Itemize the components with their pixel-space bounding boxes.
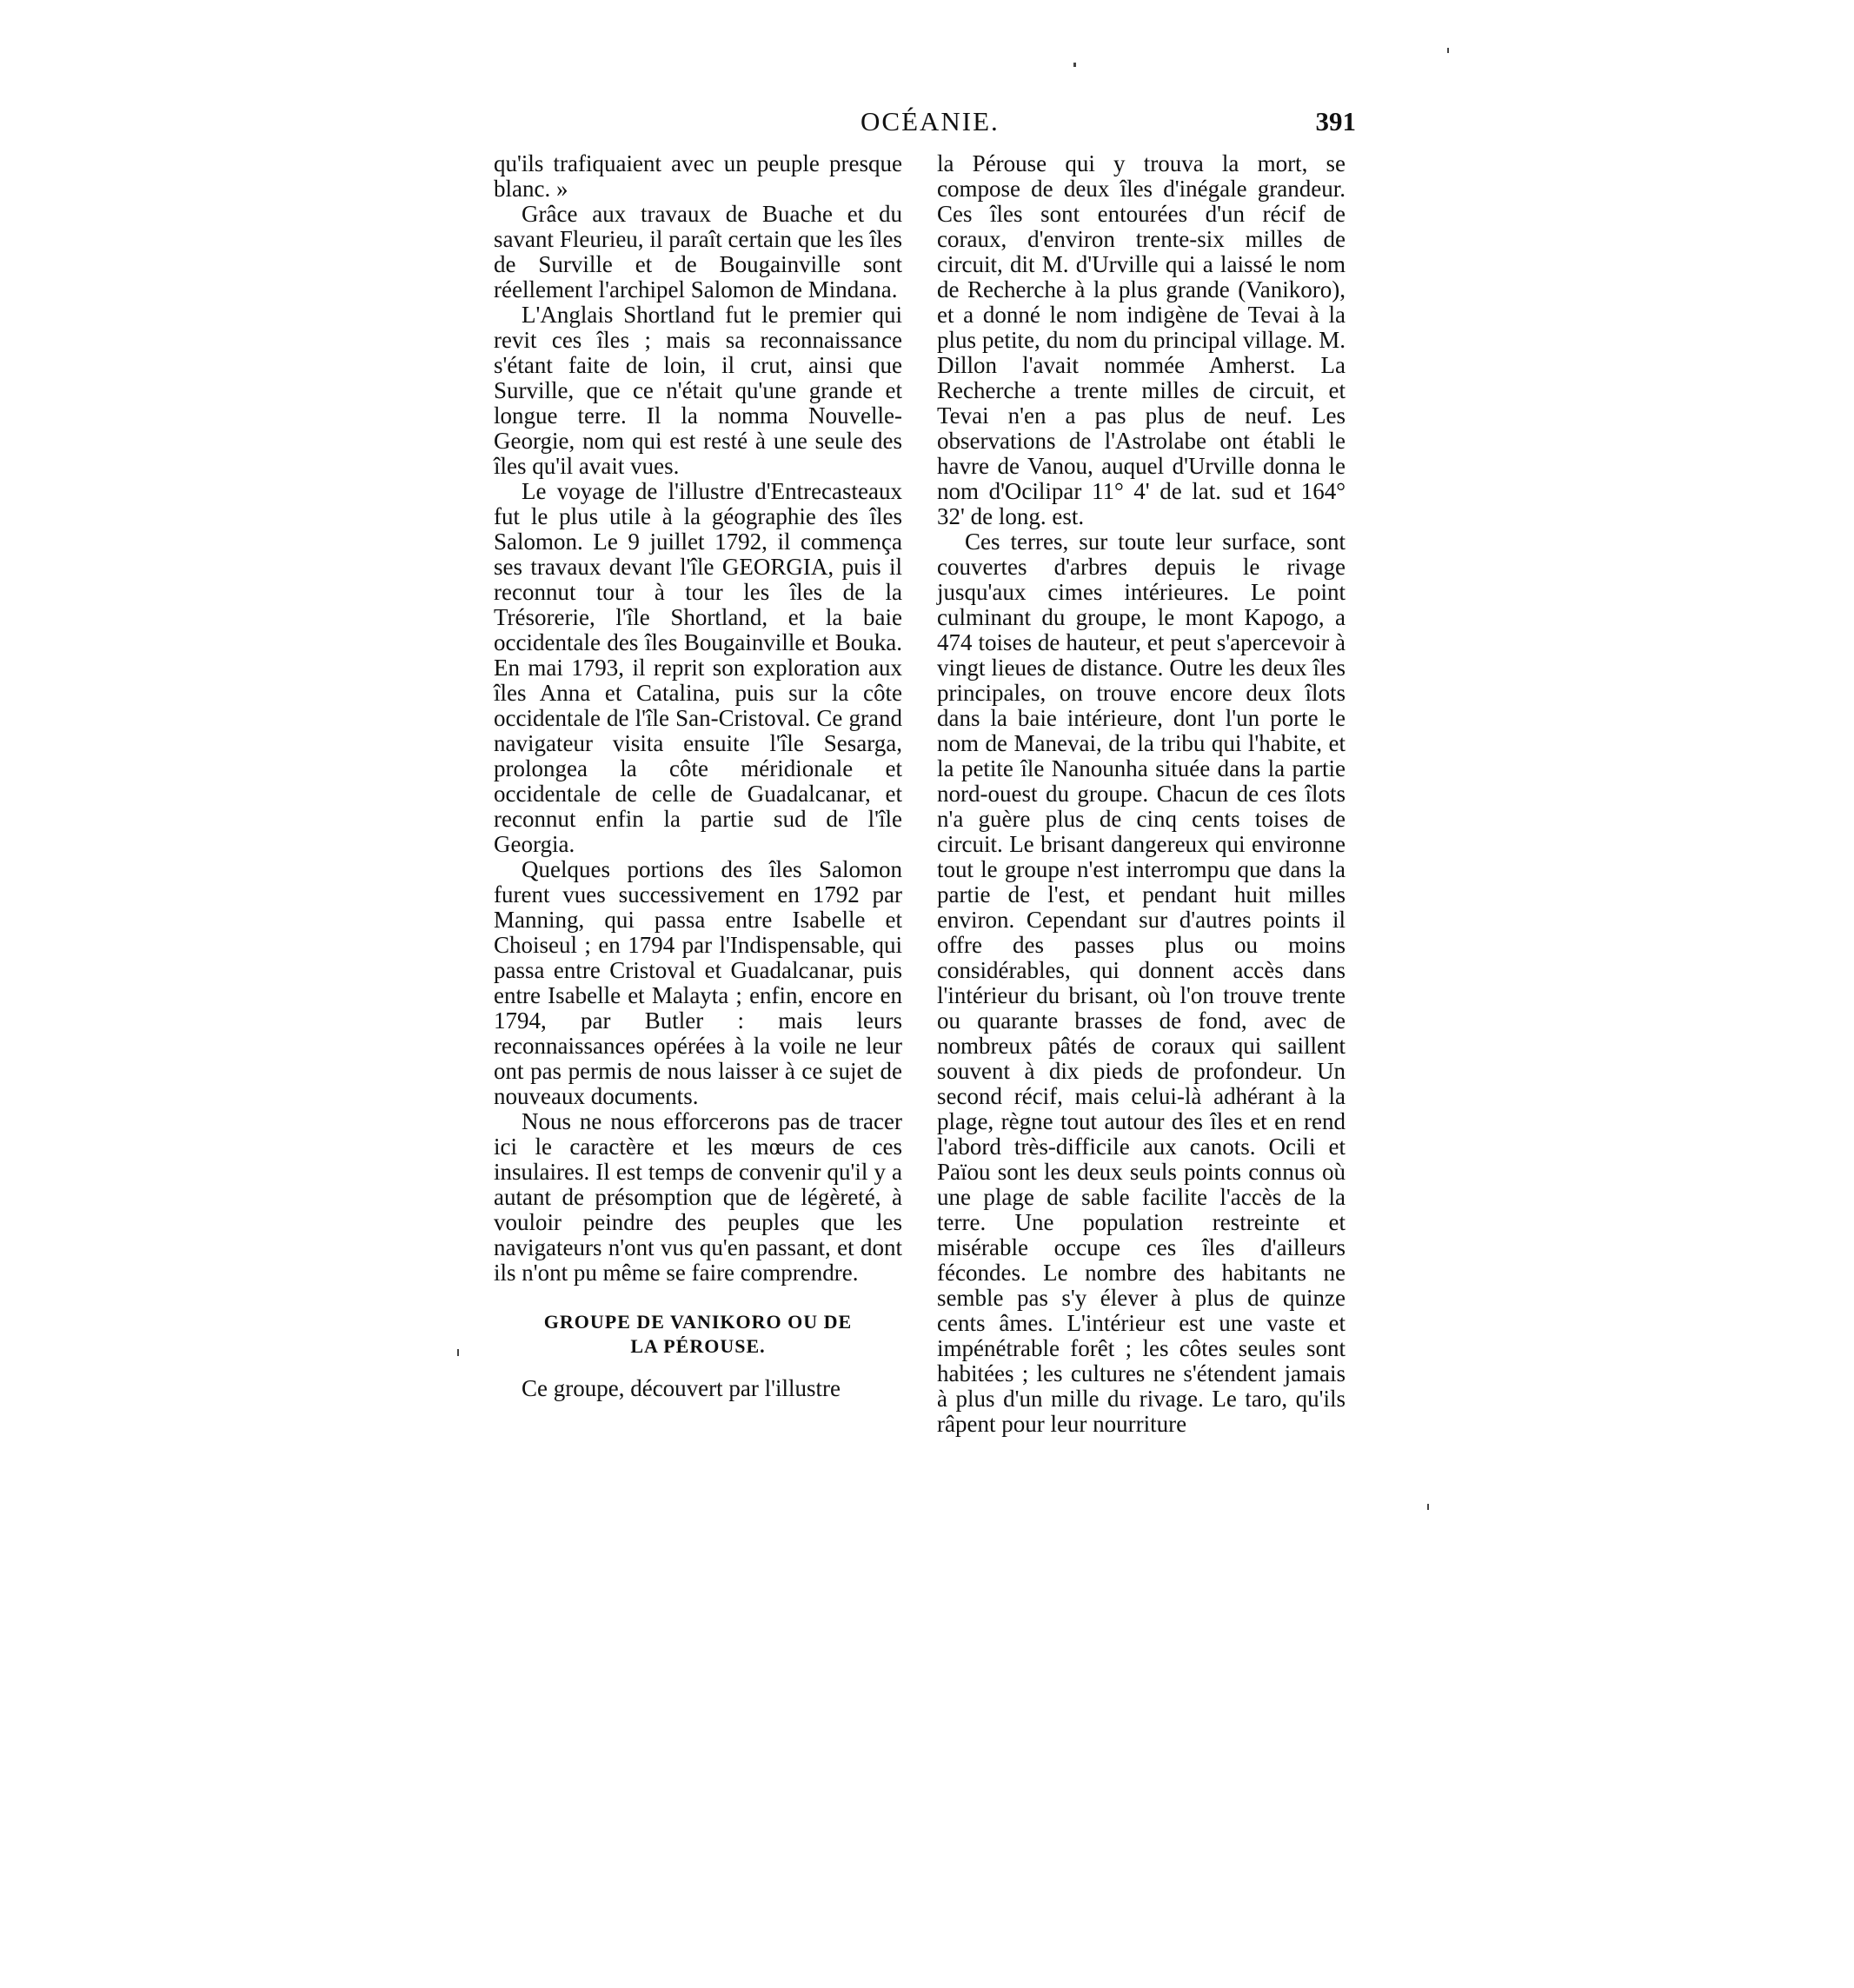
scan-speck <box>1073 63 1076 67</box>
left-paragraph-3: L'Anglais Shortland fut le premier qui revit ces îles ; mais sa reconnaissance s'étant faite de loin, il crut, ainsi que Surville, que ce n'était qu'une grande et longue terre. Il la nomma Nouvelle-Georgie, nom qui est resté à une seule des îles qu'il avait vues. <box>494 302 902 479</box>
running-head <box>487 106 1356 150</box>
running-title: OCÉANIE. <box>861 106 1000 136</box>
left-paragraph-1: qu'ils trafiquaient avec un peuple presque blanc. » <box>494 150 902 202</box>
left-final-paragraph: Ce groupe, découvert par l'illustre <box>522 1375 841 1401</box>
left-column <box>494 151 902 1401</box>
scan-speck <box>1427 1504 1429 1510</box>
section-heading <box>494 1310 902 1359</box>
left-paragraph-5: Quelques portions des îles Salomon furent vues successivement en 1792 par Manning, qui passa entre Isabelle et Choiseul ; en 1794 par l'Indispensable, qui passa entre Cristoval et Guadalcanar, puis entre Isabelle et Malayta ; enfin, encore en 1794, par Butler : mais leurs reconnaissances opérées à la voile ne leur ont pas permis de nous laisser à ce sujet de nouveaux documents. <box>494 856 902 1109</box>
scan-speck <box>457 1349 459 1356</box>
section-heading-line-1: GROUPE DE VANIKORO OU DE <box>543 1311 853 1333</box>
scan-speck <box>1447 48 1449 53</box>
left-paragraph-2: Grâce aux travaux de Buache et du savant Fleurieu, il paraît certain que les îles de Surville et de Bougainville sont réellement l'archipel Salomon de Mindana. <box>494 201 902 303</box>
section-heading-line-2: LA PÉROUSE. <box>630 1335 766 1357</box>
right-column <box>937 151 1346 1437</box>
right-paragraph-2: Ces terres, sur toute leur surface, sont couvertes d'arbres depuis le rivage jusqu'aux cimes intérieures. Le point culminant du groupe, le mont Kapogo, a 474 toises de hauteur, et peut s'apercevoir à vingt lieues de distance. Outre les deux îles principales, on trouve encore deux îlots dans la baie intérieure, dont l'un porte le nom de Manevai, de la tribu qui l'habite, et la petite île Nanounha située dans la partie nord-ouest du groupe. Chacun de ces îlots n'a guère plus de cinq cents toises de circuit. Le brisant dangereux qui environne tout le groupe n'est interrompu que dans la partie de l'est, et pendant huit milles environ. Cependant sur d'autres points il offre des passes plus ou moins considérables, qui donnent accès dans l'intérieur du brisant, où l'on trouve trente ou quarante brasses de fond, avec de nombreux pâtés de coraux qui saillent souvent à dix pieds de profondeur. Un second récif, mais celui-là adhérant à la plage, règne tout autour des îles et en rend l'abord très-difficile aux canots. Ocili et Païou sont les deux seuls points connus où une plage de sable facilite l'accès de la terre. Une population restreinte et misérable occupe ces îles d'ailleurs fécondes. Le nombre des habitants ne semble pas s'y élever à plus de quinze cents âmes. L'intérieur est une vaste et impénétrable forêt ; les côtes seules sont habitées ; les cultures ne s'étendent jamais à plus d'un mille du rivage. Le taro, qu'ils râpent pour leur nourriture <box>937 529 1346 1437</box>
right-paragraph-1: la Pérouse qui y trouva la mort, se compose de deux îles d'inégale grandeur. Ces îles sont entourées d'un récif de coraux, d'environ trente-six milles de circuit, dit M. d'Urville qui a laissé le nom de Recherche à la plus grande (Vanikoro), et a donné le nom indigène de Tevai à la plus petite, du nom du principal village. M. Dillon l'avait nommée Amherst. La Recherche a trente milles de circuit, et Tevai n'en a pas plus de neuf. Les observations de l'Astrolabe ont établi le havre de Vanou, auquel d'Urville donna le nom d'Ocilipar 11° 4' de lat. sud et 164° 32' de long. est. <box>937 150 1346 529</box>
page-number: 391 <box>1315 106 1356 136</box>
left-paragraph-6: Nous ne nous efforcerons pas de tracer ici le caractère et les mœurs de ces insulaires. Il est temps de convenir qu'il y a autant de présomption que de légèreté, à vouloir peindre des peuples que les navigateurs n'ont vus qu'en passant, et dont ils n'ont pu même se faire comprendre. <box>494 1108 902 1286</box>
left-paragraph-4: Le voyage de l'illustre d'Entrecasteaux fut le plus utile à la géographie des îles Salomon. Le 9 juillet 1792, il commença ses travaux devant l'île GEORGIA, puis il reconnut tour à tour les îles de la Trésorerie, l'île Shortland, et la baie occidentale des îles Bougainville et Bouka. En mai 1793, il reprit son exploration aux îles Anna et Catalina, puis sur la côte occidentale de l'île San-Cristoval. Ce grand navigateur visita ensuite l'île Sesarga, prolongea la côte méridionale et occidentale de celle de Guadalcanar, et reconnut enfin la partie sud de l'île Georgia. <box>494 478 902 857</box>
